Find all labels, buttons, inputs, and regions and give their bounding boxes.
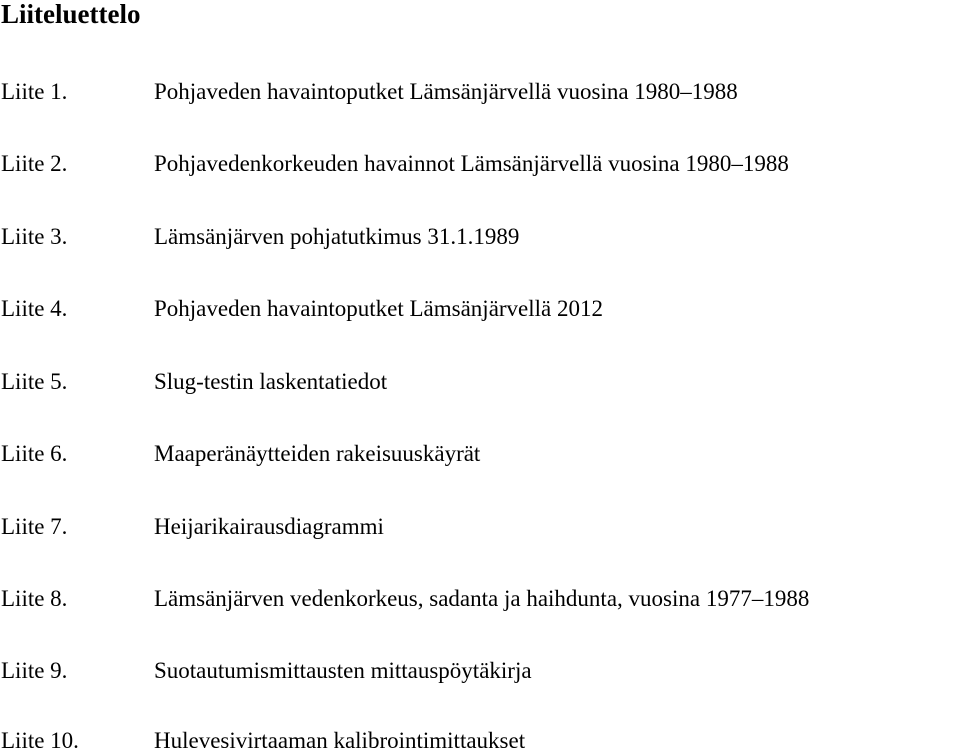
appendix-description: Pohjaveden havaintoputket Lämsänjärvellä 2012 bbox=[154, 296, 604, 321]
appendix-label: Liite 4. bbox=[1, 296, 68, 321]
appendix-description: Heijarikairausdiagrammi bbox=[154, 514, 384, 539]
appendix-label: Liite 10. bbox=[1, 728, 79, 753]
appendix-label: Liite 7. bbox=[1, 514, 68, 539]
appendix-label: Liite 8. bbox=[1, 586, 68, 611]
appendix-label: Liite 6. bbox=[1, 441, 68, 466]
appendix-description: Hulevesivirtaaman kalibrointimittaukset bbox=[154, 728, 526, 753]
appendix-description: Suotautumismittausten mittauspöytäkirja bbox=[154, 658, 532, 683]
appendix-label: Liite 5. bbox=[1, 369, 68, 394]
appendix-label: Liite 2. bbox=[1, 151, 68, 176]
appendix-description: Pohjavedenkorkeuden havainnot Lämsänjärvellä vuosina 1980–1988 bbox=[154, 151, 789, 176]
appendix-label: Liite 1. bbox=[1, 79, 68, 104]
appendix-description: Slug-testin laskentatiedot bbox=[154, 369, 388, 394]
appendix-description: Lämsänjärven vedenkorkeus, sadanta ja haihdunta, vuosina 1977–1988 bbox=[154, 586, 810, 611]
appendix-label: Liite 9. bbox=[1, 658, 68, 683]
appendix-label: Liite 3. bbox=[1, 224, 68, 249]
appendix-description: Lämsänjärven pohjatutkimus 31.1.1989 bbox=[154, 224, 520, 249]
page-title: Liiteluettelo bbox=[1, 0, 141, 29]
appendix-description: Maaperänäytteiden rakeisuuskäyrät bbox=[154, 441, 481, 466]
appendix-description: Pohjaveden havaintoputket Lämsänjärvellä vuosina 1980–1988 bbox=[154, 79, 738, 104]
